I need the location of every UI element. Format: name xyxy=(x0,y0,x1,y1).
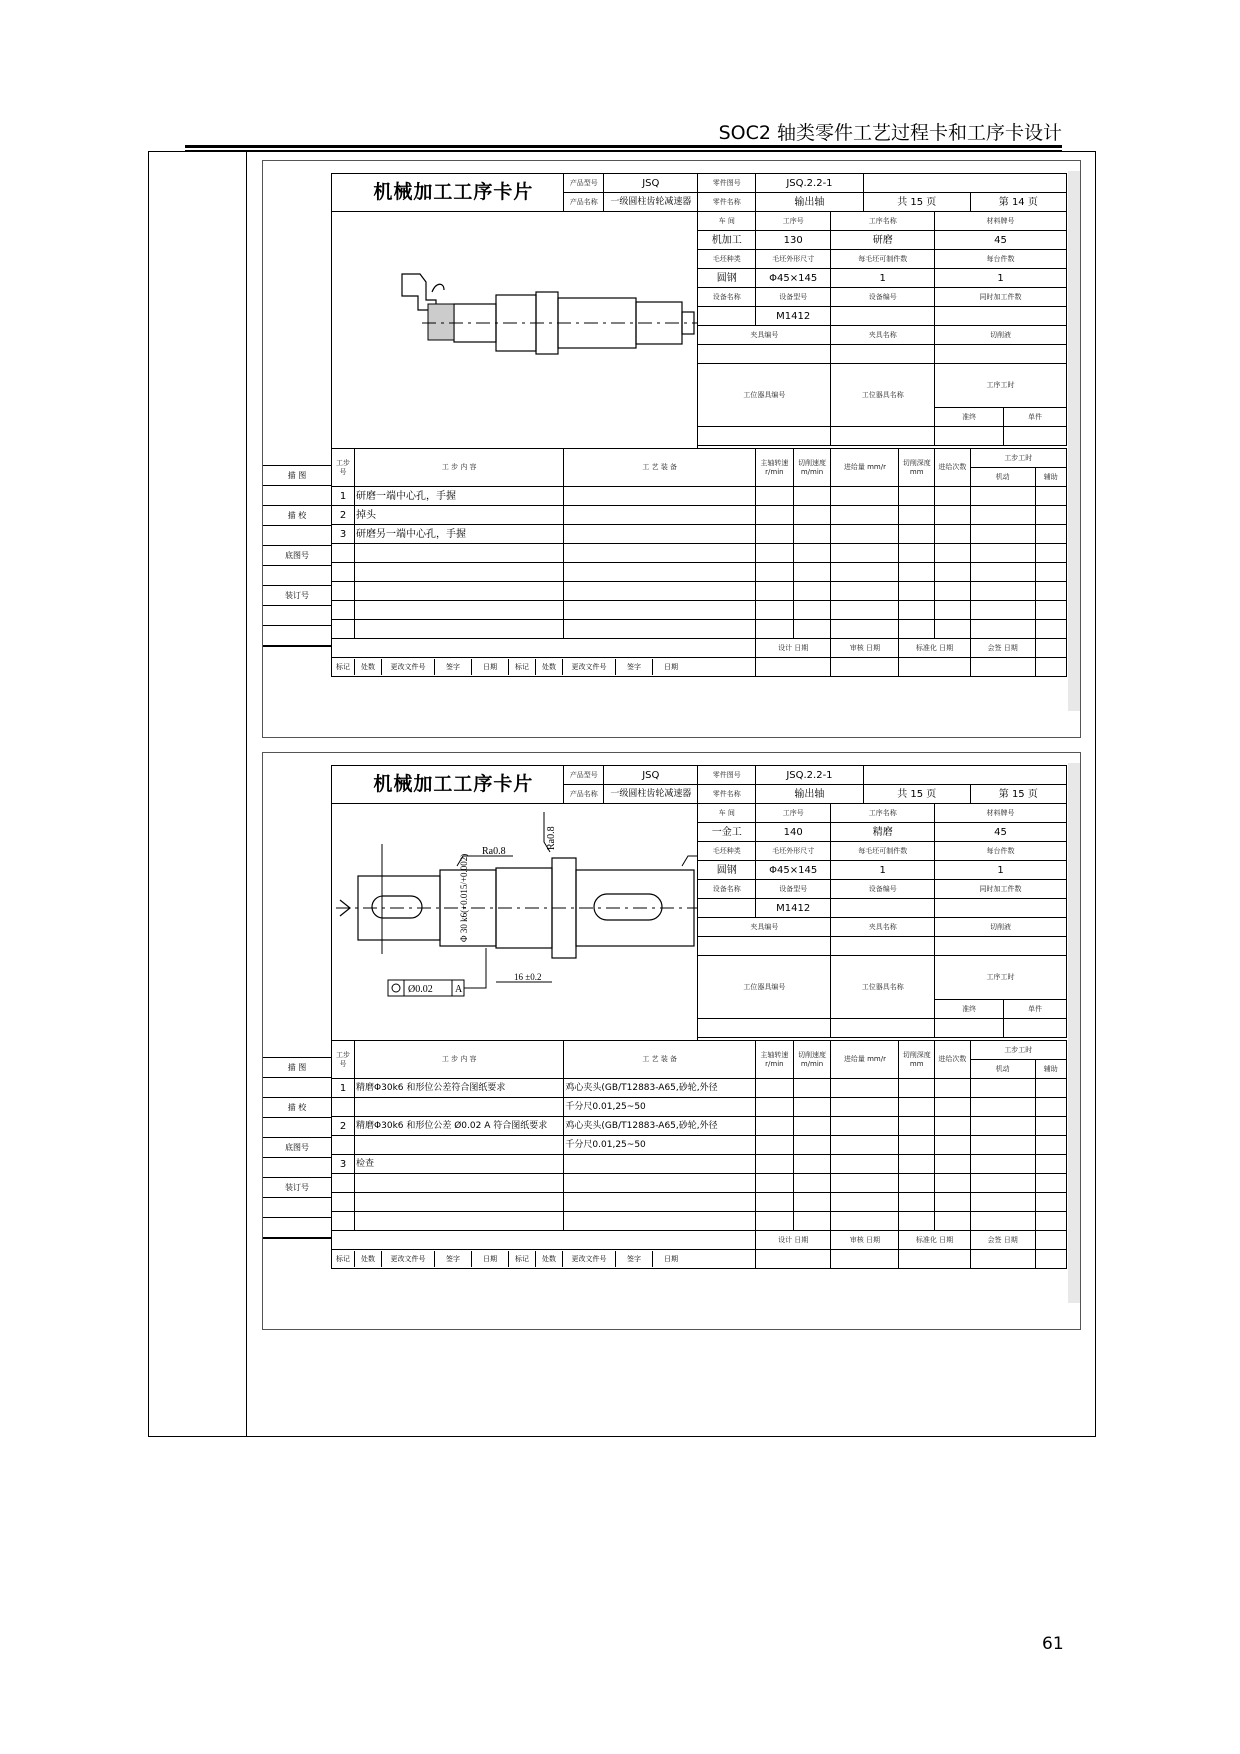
op-name-value: 研磨 xyxy=(831,231,935,250)
step-equipment xyxy=(564,544,756,563)
design-label: 设计 日期 xyxy=(756,639,831,658)
material-label: 材料牌号 xyxy=(935,804,1067,823)
grinding-wheel-icon xyxy=(428,304,454,340)
side-label: 描 图 xyxy=(263,1057,331,1078)
process-card-1 xyxy=(262,160,1081,738)
equip-no-label: 设备编号 xyxy=(831,880,935,899)
step-no: 2 xyxy=(332,506,355,525)
step-no: 3 xyxy=(332,525,355,544)
part-drawing-cell xyxy=(332,804,698,1041)
process-sheet-table xyxy=(331,173,1067,677)
sign-label: 会签 日期 xyxy=(970,1231,1035,1250)
step-equipment: 鸡心夹头(GB/T12883-A65,砂轮,外径 xyxy=(564,1117,756,1136)
machine-label: 机动 xyxy=(970,1060,1035,1079)
card-shadow xyxy=(1068,763,1080,1303)
step-content xyxy=(355,1098,564,1117)
step-row xyxy=(332,563,1067,582)
tolerance-datum: A xyxy=(455,984,463,995)
blank-type-value: 圆钢 xyxy=(698,861,756,880)
machine-label: 机动 xyxy=(970,468,1035,487)
tool-name-label: 工位器具名称 xyxy=(831,956,935,1019)
blank-pieces-label: 每毛坯可制件数 xyxy=(831,842,935,861)
step-row xyxy=(332,601,1067,620)
total-pages: 共 15 页 xyxy=(863,785,970,804)
card-shadow xyxy=(1068,171,1080,711)
per-unit-label: 每台件数 xyxy=(935,842,1067,861)
step-equipment xyxy=(564,525,756,544)
step-no: 3 xyxy=(332,1155,355,1174)
op-time-label: 工序工时 xyxy=(935,364,1067,408)
workshop-value: 机加工 xyxy=(698,231,756,250)
depth-label: 切削深度 mm xyxy=(899,449,935,487)
step-no xyxy=(332,1098,355,1117)
equip-name-label: 设备名称 xyxy=(698,880,756,899)
step-equipment xyxy=(564,620,756,639)
step-content: 研磨另一端中心孔，手握 xyxy=(355,525,564,544)
step-row xyxy=(332,1212,1067,1231)
aux-label: 辅助 xyxy=(1035,1060,1066,1079)
workshop-label: 车 间 xyxy=(698,804,756,823)
blank-pieces-label: 每毛坯可制件数 xyxy=(831,250,935,269)
step-row xyxy=(332,525,1067,544)
step-row xyxy=(332,544,1067,563)
side-label: 描 校 xyxy=(263,1097,331,1118)
quasi-label: 准终 xyxy=(935,1000,1004,1019)
step-no xyxy=(332,1193,355,1212)
step-content xyxy=(355,582,564,601)
part-drawing-cell xyxy=(332,212,698,449)
unit-label: 单件 xyxy=(1004,408,1067,427)
step-row xyxy=(332,1174,1067,1193)
side-label: 底图号 xyxy=(263,1137,331,1158)
coolant-label: 切削液 xyxy=(935,918,1067,937)
product-model-value: JSQ xyxy=(604,174,698,193)
spindle-label: 主轴转速 r/min xyxy=(756,1041,794,1079)
step-no xyxy=(332,601,355,620)
step-row xyxy=(332,1193,1067,1212)
shaft-drawing-op140 xyxy=(332,804,698,1040)
equip-name-label: 设备名称 xyxy=(698,288,756,307)
roughness-top: Ra0.8 xyxy=(546,826,557,850)
review-label: 审核 日期 xyxy=(831,639,899,658)
part-name-label: 零件名称 xyxy=(698,193,756,212)
spindle-label: 主轴转速 r/min xyxy=(756,449,794,487)
step-content: 掉头 xyxy=(355,506,564,525)
step-equipment xyxy=(564,1193,756,1212)
step-content xyxy=(355,620,564,639)
step-row xyxy=(332,1155,1067,1174)
step-no: 1 xyxy=(332,1079,355,1098)
blank-type-label: 毛坯种类 xyxy=(698,842,756,861)
side-label: 底图号 xyxy=(263,545,331,566)
page-index: 第 15 页 xyxy=(970,785,1066,804)
step-content xyxy=(355,1174,564,1193)
step-no xyxy=(332,1174,355,1193)
product-name-value: 一级圆柱齿轮减速器 xyxy=(604,785,698,804)
step-row xyxy=(332,620,1067,639)
op-name-label: 工序名称 xyxy=(831,804,935,823)
step-no xyxy=(332,1136,355,1155)
step-equipment xyxy=(564,563,756,582)
equip-model-label: 设备型号 xyxy=(756,880,831,899)
tool-name-label: 工位器具名称 xyxy=(831,364,935,427)
step-content xyxy=(355,1212,564,1231)
page-number: 61 xyxy=(1042,1634,1064,1654)
product-model-value: JSQ xyxy=(604,766,698,785)
equip-model-value: M1412 xyxy=(756,899,831,918)
feed-label: 进给量 mm/r xyxy=(831,449,899,487)
step-row xyxy=(332,487,1067,506)
simul-label: 同时加工件数 xyxy=(935,288,1067,307)
standard-label: 标准化 日期 xyxy=(899,639,970,658)
depth-label: 切削深度 mm xyxy=(899,1041,935,1079)
product-model-label: 产品型号 xyxy=(564,766,604,785)
review-label: 审核 日期 xyxy=(831,1231,899,1250)
step-no: 1 xyxy=(332,487,355,506)
workshop-value: 一金工 xyxy=(698,823,756,842)
op-name-label: 工序名称 xyxy=(831,212,935,231)
blank-pieces-value: 1 xyxy=(831,269,935,288)
step-time-label: 工步工时 xyxy=(970,449,1066,468)
per-unit-value: 1 xyxy=(935,269,1067,288)
unit-label: 单件 xyxy=(1004,1000,1067,1019)
fixture-name-label: 夹具名称 xyxy=(831,918,935,937)
step-equipment xyxy=(564,506,756,525)
passes-label: 进给次数 xyxy=(935,1041,971,1079)
fixture-no-label: 夹具编号 xyxy=(698,918,831,937)
op-no-label: 工序号 xyxy=(756,212,831,231)
per-unit-label: 每台件数 xyxy=(935,250,1067,269)
step-content: 精磨Φ30k6 和形位公差 Ø0.02 A 符合图纸要求 xyxy=(355,1117,564,1136)
step-equipment xyxy=(564,582,756,601)
blank-size-label: 毛坯外形尺寸 xyxy=(756,250,831,269)
side-label: 描 校 xyxy=(263,505,331,526)
step-content: 研磨一端中心孔，手握 xyxy=(355,487,564,506)
standard-label: 标准化 日期 xyxy=(899,1231,970,1250)
step-no xyxy=(332,1212,355,1231)
step-row xyxy=(332,1136,1067,1155)
card-title: 机械加工工序卡片 xyxy=(332,174,564,212)
step-label: 工步号 xyxy=(332,449,355,487)
process-sheet-table xyxy=(331,765,1067,1269)
step-time-label: 工步工时 xyxy=(970,1041,1066,1060)
total-pages: 共 15 页 xyxy=(863,193,970,212)
blank-size-label: 毛坯外形尺寸 xyxy=(756,842,831,861)
part-no-label: 零件图号 xyxy=(698,766,756,785)
page-index: 第 14 页 xyxy=(970,193,1066,212)
header-rule xyxy=(185,145,1062,148)
step-content-label: 工 步 内 容 xyxy=(355,1041,564,1079)
shaft-drawing-op130 xyxy=(332,212,698,448)
material-value: 45 xyxy=(935,231,1067,250)
step-content xyxy=(355,563,564,582)
op-no-value: 130 xyxy=(756,231,831,250)
fixture-no-label: 夹具编号 xyxy=(698,326,831,345)
material-value: 45 xyxy=(935,823,1067,842)
op-name-value: 精磨 xyxy=(831,823,935,842)
op-no-label: 工序号 xyxy=(756,804,831,823)
concentricity-icon xyxy=(392,984,400,992)
step-no xyxy=(332,563,355,582)
step-equipment: 千分尺0.01,25~50 xyxy=(564,1098,756,1117)
side-label: 装订号 xyxy=(263,1177,331,1198)
material-label: 材料牌号 xyxy=(935,212,1067,231)
step-equipment xyxy=(564,1174,756,1193)
step-row xyxy=(332,1098,1067,1117)
equipment-label: 工 艺 装 备 xyxy=(564,1041,756,1079)
process-card-2 xyxy=(262,752,1081,1330)
step-equipment: 鸡心夹头(GB/T12883-A65,砂轮,外径 xyxy=(564,1079,756,1098)
fixture-name-label: 夹具名称 xyxy=(831,326,935,345)
step-equipment: 千分尺0.01,25~50 xyxy=(564,1136,756,1155)
product-name-label: 产品名称 xyxy=(564,193,604,212)
step-no xyxy=(332,544,355,563)
quasi-label: 准终 xyxy=(935,408,1004,427)
product-name-value: 一级圆柱齿轮减速器 xyxy=(604,193,698,212)
passes-label: 进给次数 xyxy=(935,449,971,487)
side-label: 描 图 xyxy=(263,465,331,486)
op-time-label: 工序工时 xyxy=(935,956,1067,1000)
simul-label: 同时加工件数 xyxy=(935,880,1067,899)
roughness-left: Ra0.8 xyxy=(482,846,506,857)
equip-no-label: 设备编号 xyxy=(831,288,935,307)
blank-pieces-value: 1 xyxy=(831,861,935,880)
frame-divider xyxy=(246,151,247,1437)
cut-speed-label: 切削速度 m/min xyxy=(793,449,831,487)
step-equipment xyxy=(564,1155,756,1174)
step-content: 精磨Φ30k6 和形位公差符合图纸要求 xyxy=(355,1079,564,1098)
equipment-label: 工 艺 装 备 xyxy=(564,449,756,487)
step-content xyxy=(355,544,564,563)
step-content xyxy=(355,1193,564,1212)
blank-type-value: 圆钢 xyxy=(698,269,756,288)
length-dim: 16 ±0.2 xyxy=(514,972,542,982)
step-no: 2 xyxy=(332,1117,355,1136)
equip-model-value: M1412 xyxy=(756,307,831,326)
step-content: 检查 xyxy=(355,1155,564,1174)
tool-no-label: 工位器具编号 xyxy=(698,956,831,1019)
part-no-value: JSQ.2.2-1 xyxy=(756,766,864,785)
product-model-label: 产品型号 xyxy=(564,174,604,193)
blank-size-value: Φ45×145 xyxy=(756,269,831,288)
step-content-label: 工 步 内 容 xyxy=(355,449,564,487)
op-no-value: 140 xyxy=(756,823,831,842)
step-row xyxy=(332,506,1067,525)
step-content xyxy=(355,1136,564,1155)
design-label: 设计 日期 xyxy=(756,1231,831,1250)
per-unit-value: 1 xyxy=(935,861,1067,880)
workshop-label: 车 间 xyxy=(698,212,756,231)
coolant-label: 切削液 xyxy=(935,326,1067,345)
step-no xyxy=(332,582,355,601)
step-equipment xyxy=(564,1212,756,1231)
step-row xyxy=(332,1079,1067,1098)
step-content xyxy=(355,601,564,620)
page-header-title: SOC2 轴类零件工艺过程卡和工序卡设计 xyxy=(718,122,1062,144)
part-name-label: 零件名称 xyxy=(698,785,756,804)
part-no-value: JSQ.2.2-1 xyxy=(756,174,864,193)
revision-row: 标记 处数 更改文件号 签字 日期 标记 处数 更改文件号 签字 日期 xyxy=(332,658,756,677)
equip-model-label: 设备型号 xyxy=(756,288,831,307)
part-no-label: 零件图号 xyxy=(698,174,756,193)
blank-type-label: 毛坯种类 xyxy=(698,250,756,269)
step-equipment xyxy=(564,601,756,620)
step-equipment xyxy=(564,487,756,506)
card-title: 机械加工工序卡片 xyxy=(332,766,564,804)
aux-label: 辅助 xyxy=(1035,468,1066,487)
diameter-left: Φ 30 k6(+0.015/+0.002) xyxy=(459,853,469,942)
part-name-value: 输出轴 xyxy=(756,785,864,804)
blank-size-value: Φ45×145 xyxy=(756,861,831,880)
step-row xyxy=(332,582,1067,601)
feed-label: 进给量 mm/r xyxy=(831,1041,899,1079)
product-name-label: 产品名称 xyxy=(564,785,604,804)
step-no xyxy=(332,620,355,639)
side-label: 装订号 xyxy=(263,585,331,606)
cut-speed-label: 切削速度 m/min xyxy=(793,1041,831,1079)
revision-row: 标记 处数 更改文件号 签字 日期 标记 处数 更改文件号 签字 日期 xyxy=(332,1250,756,1269)
tolerance-value: Ø0.02 xyxy=(408,984,433,995)
sign-label: 会签 日期 xyxy=(970,639,1035,658)
step-row xyxy=(332,1117,1067,1136)
step-label: 工步号 xyxy=(332,1041,355,1079)
tool-no-label: 工位器具编号 xyxy=(698,364,831,427)
part-name-value: 输出轴 xyxy=(756,193,864,212)
